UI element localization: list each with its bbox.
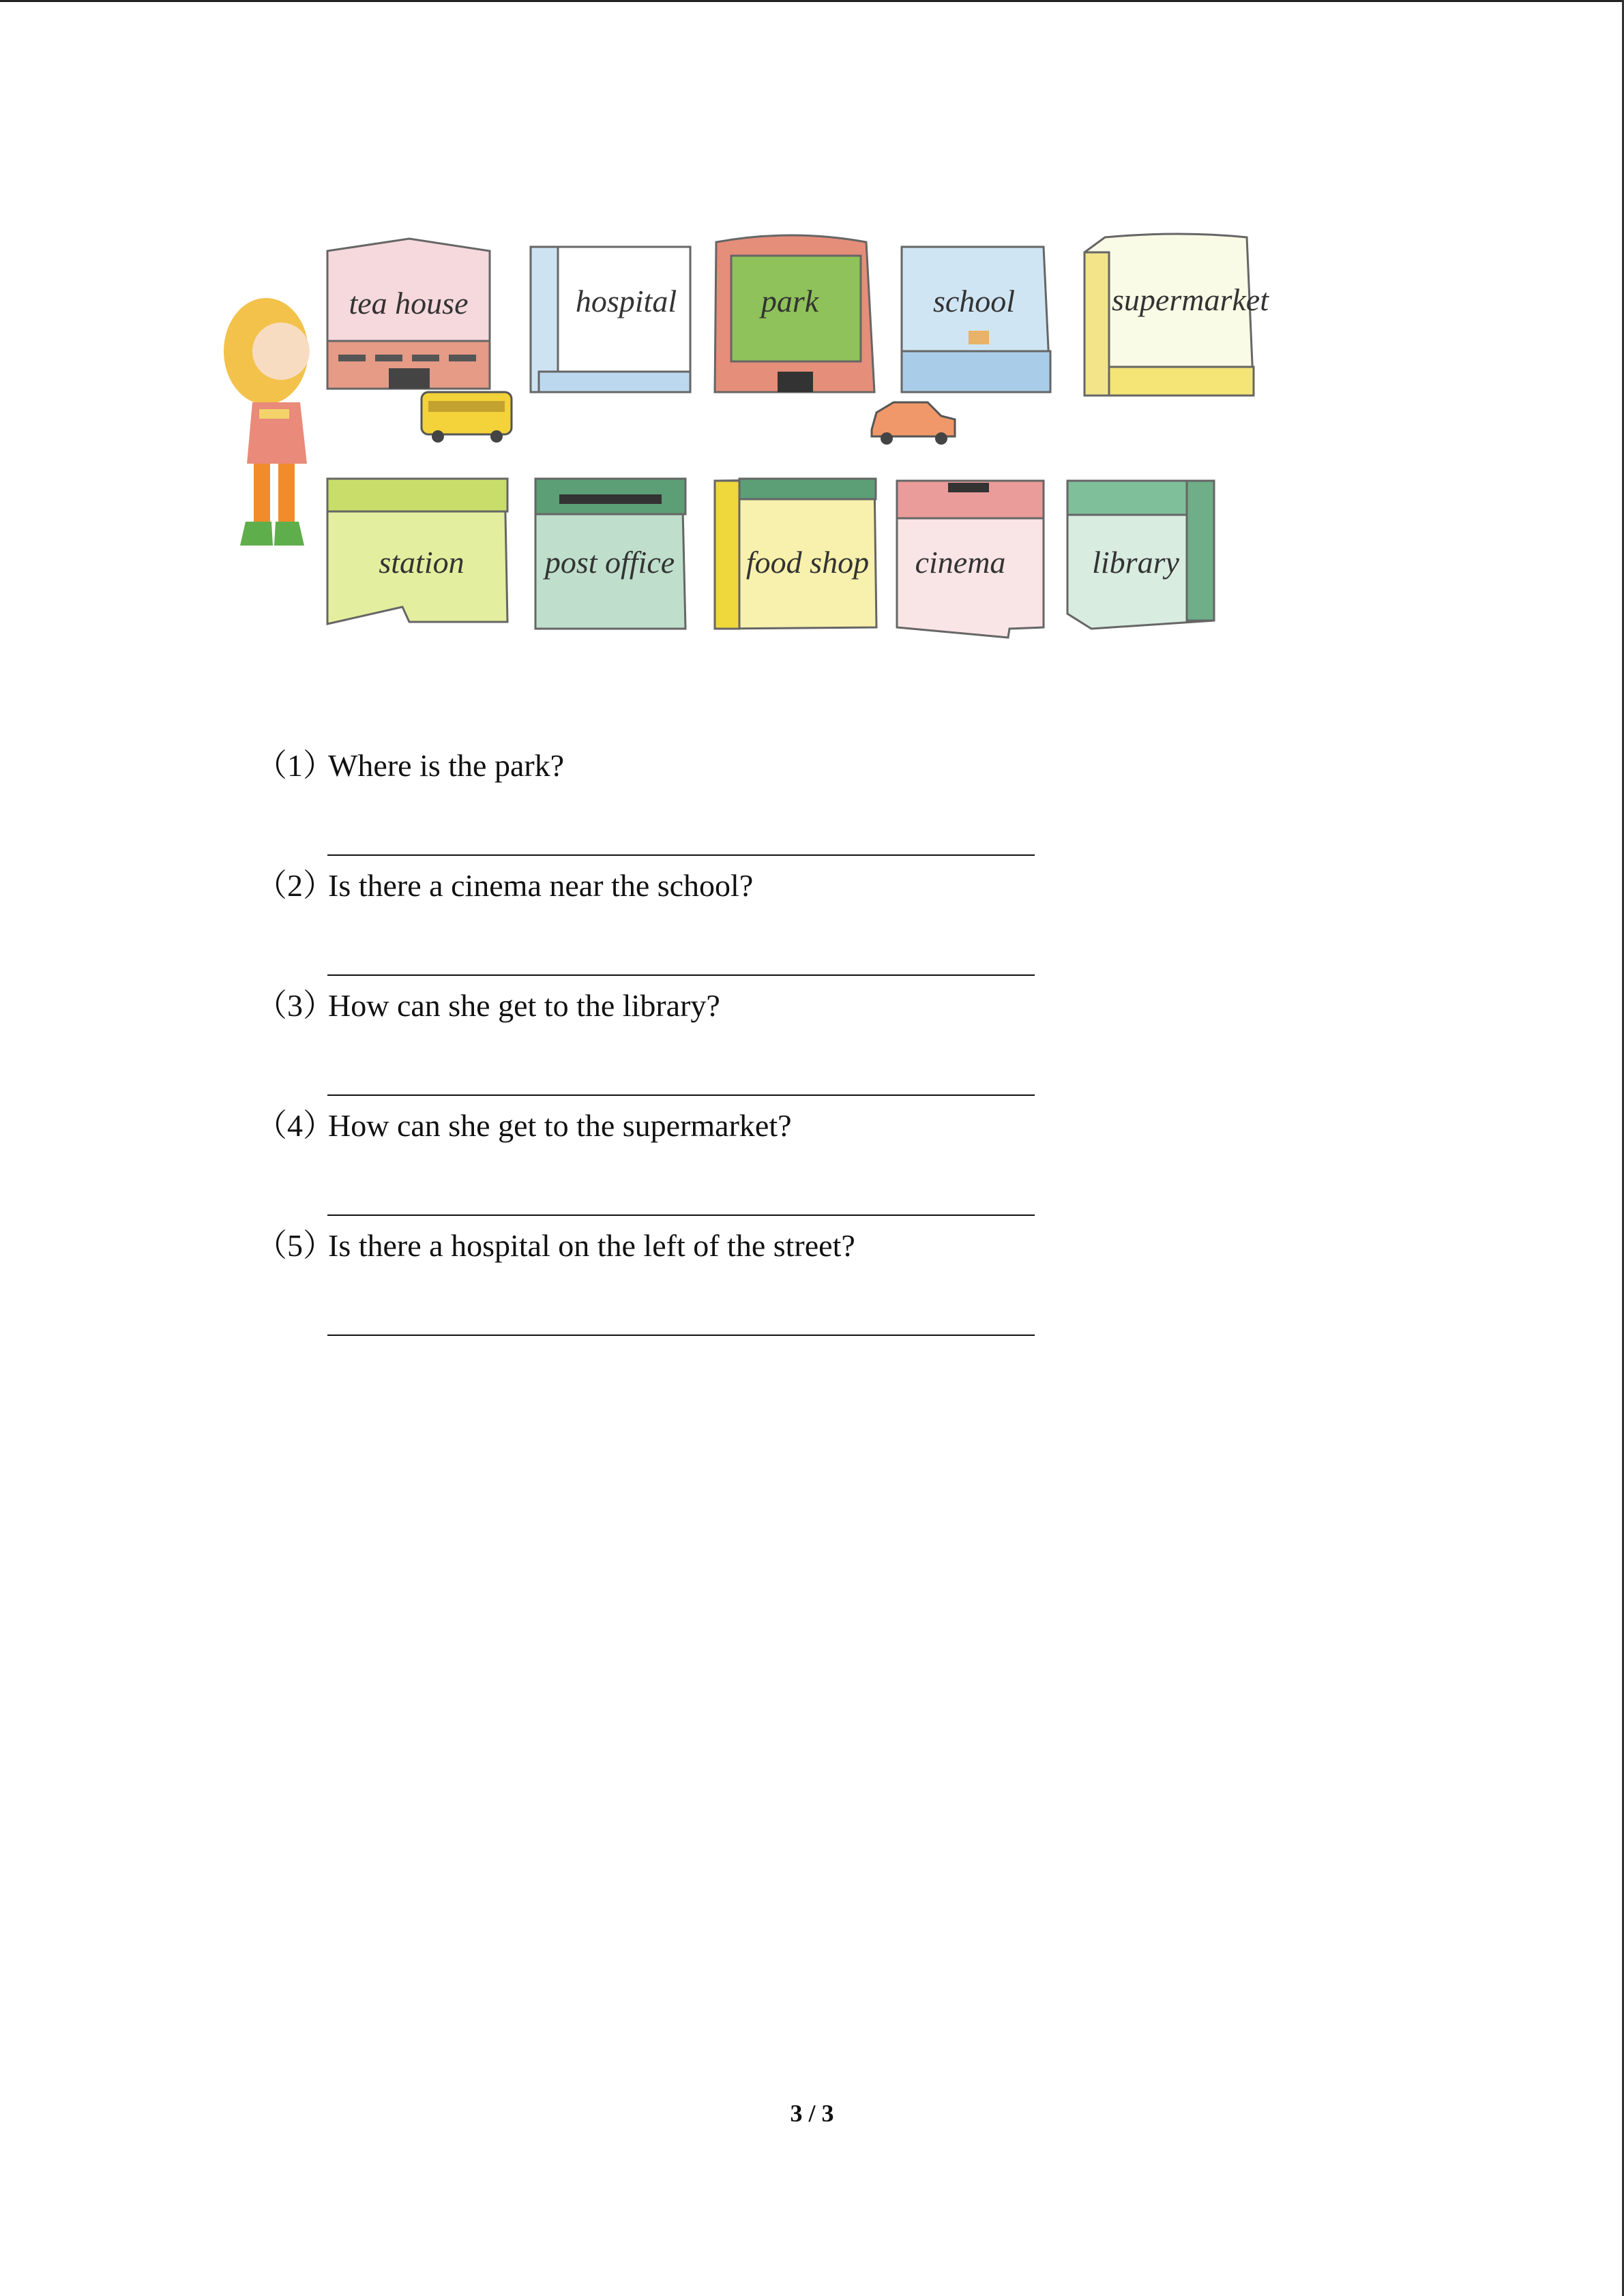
question-item [256,1107,1279,1227]
answer-line[interactable] [327,1335,1035,1336]
car [872,402,955,445]
building-label: park [761,284,819,318]
building-label: tea house [349,286,469,320]
building-label: post office [544,545,675,580]
question-number: （1） [256,748,334,783]
question-number: （4） [256,1108,334,1143]
building-label: food shop [745,545,870,580]
building-label: library [1092,545,1179,580]
building-library [1067,481,1214,629]
building-label: cinema [915,545,1006,580]
street-map-illustration [205,205,1426,668]
top-border [0,0,1624,2]
answer-line[interactable] [327,1214,1035,1216]
building-cinema [897,481,1044,638]
building-park [715,235,874,392]
building-label: school [932,284,1016,318]
question-item [256,867,1279,987]
building-label: station [379,545,464,580]
question-text: Is there a hospital on the left of the street? [328,1228,855,1263]
building-school [902,247,1050,392]
question-item [256,747,1279,867]
bus [422,392,512,443]
question-text: How can she get to the supermarket? [328,1108,792,1143]
building-tea-house [327,239,490,389]
answer-line[interactable] [327,854,1035,856]
building-hospital [531,247,690,392]
girl-figure [224,298,310,546]
building-station [327,479,507,624]
building-label: hospital [575,284,677,318]
question-item [256,1227,1279,1347]
answer-line[interactable] [327,974,1035,976]
building-label: supermarket [1112,282,1269,317]
question-list [256,747,1279,1347]
page-number: 3 / 3 [790,2100,834,2127]
question-item [256,987,1279,1107]
building-post-office [535,479,685,629]
building-supermarket [1084,234,1269,396]
question-text: Is there a cinema near the school? [328,868,754,903]
building-food-shop [715,479,876,629]
question-number: （5） [256,1228,334,1263]
question-text: How can she get to the library? [328,988,720,1023]
question-number: （3） [256,988,334,1023]
answer-line[interactable] [327,1094,1035,1096]
question-number: （2） [256,868,334,903]
question-text: Where is the park? [328,748,565,783]
